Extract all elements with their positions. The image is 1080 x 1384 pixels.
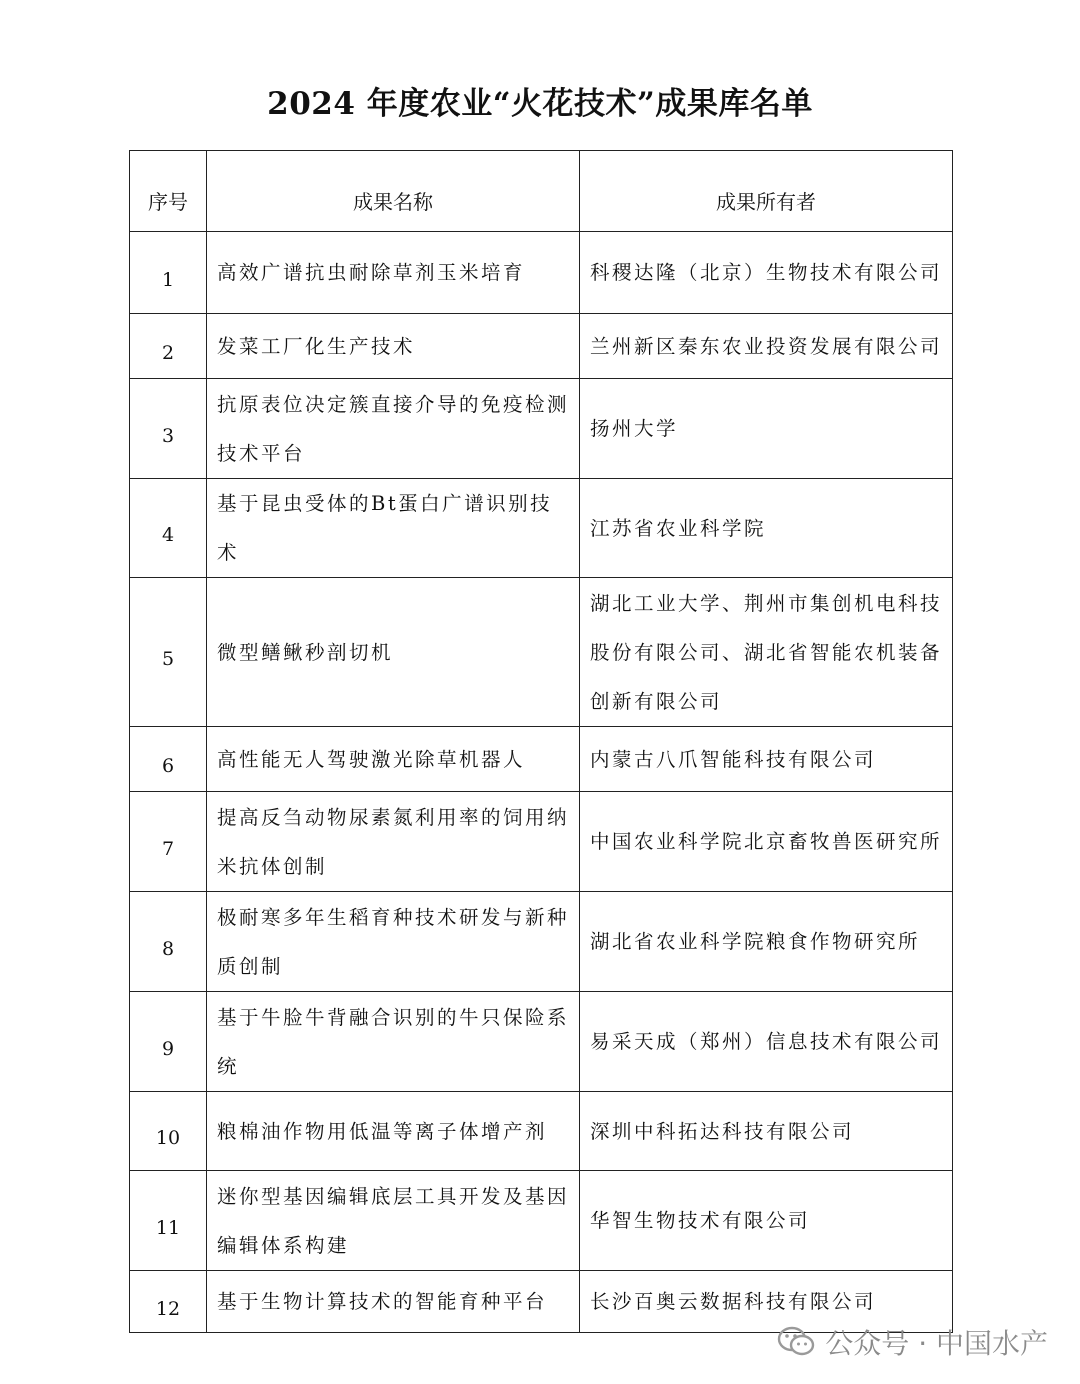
- row-owner: 科稷达隆（北京）生物技术有限公司: [580, 232, 953, 314]
- row-owner: 江苏省农业科学院: [580, 479, 953, 578]
- row-name: 基于昆虫受体的Bt蛋白广谱识别技术: [207, 479, 580, 578]
- row-name: 抗原表位决定簇直接介导的免疫检测技术平台: [207, 379, 580, 479]
- row-no: 3: [130, 379, 207, 479]
- table-row: [130, 232, 953, 314]
- row-no: 8: [130, 892, 207, 992]
- row-no: 12: [130, 1271, 207, 1333]
- row-owner: 湖北省农业科学院粮食作物研究所: [580, 892, 953, 992]
- table-row: [130, 892, 953, 992]
- row-no: 7: [130, 792, 207, 892]
- row-name: 高效广谱抗虫耐除草剂玉米培育: [207, 232, 580, 314]
- table-row: [130, 379, 953, 479]
- row-no: 9: [130, 992, 207, 1092]
- header-name: 成果名称: [207, 151, 580, 232]
- row-owner: 兰州新区秦东农业投资发展有限公司: [580, 314, 953, 379]
- row-owner: 扬州大学: [580, 379, 953, 479]
- page-title: 2024 年度农业“火花技术”成果库名单: [267, 86, 813, 122]
- row-no: 6: [130, 727, 207, 792]
- row-owner: 深圳中科拓达科技有限公司: [580, 1092, 953, 1171]
- row-no: 1: [130, 232, 207, 314]
- wechat-icon: [777, 1326, 815, 1358]
- row-name: 高性能无人驾驶激光除草机器人: [207, 727, 580, 792]
- table-row: [130, 578, 953, 727]
- row-name: 发菜工厂化生产技术: [207, 314, 580, 379]
- row-name: 迷你型基因编辑底层工具开发及基因编辑体系构建: [207, 1171, 580, 1271]
- table-row: [130, 992, 953, 1092]
- table-header-row: [130, 151, 953, 232]
- header-no: 序号: [130, 151, 207, 232]
- table-row: [130, 314, 953, 379]
- row-owner: 易采天成（郑州）信息技术有限公司: [580, 992, 953, 1092]
- row-no: 10: [130, 1092, 207, 1171]
- row-owner: 湖北工业大学、荆州市集创机电科技股份有限公司、湖北省智能农机装备创新有限公司: [580, 578, 953, 727]
- row-name: 粮棉油作物用低温等离子体增产剂: [207, 1092, 580, 1171]
- row-name: 极耐寒多年生稻育种技术研发与新种质创制: [207, 892, 580, 992]
- row-owner: 华智生物技术有限公司: [580, 1171, 953, 1271]
- wechat-watermark: [777, 1322, 1048, 1362]
- table-row: [130, 479, 953, 578]
- table-row: [130, 1171, 953, 1271]
- row-no: 5: [130, 578, 207, 727]
- table-row: [130, 727, 953, 792]
- row-owner: 中国农业科学院北京畜牧兽医研究所: [580, 792, 953, 892]
- row-name: 基于牛脸牛背融合识别的牛只保险系统: [207, 992, 580, 1092]
- row-no: 2: [130, 314, 207, 379]
- watermark-label: 公众号 · 中国水产: [825, 1327, 1048, 1360]
- row-name: 提高反刍动物尿素氮利用率的饲用纳米抗体创制: [207, 792, 580, 892]
- achievement-table: [129, 150, 953, 1333]
- row-no: 11: [130, 1171, 207, 1271]
- row-owner: 内蒙古八爪智能科技有限公司: [580, 727, 953, 792]
- row-no: 4: [130, 479, 207, 578]
- table-row: [130, 1092, 953, 1171]
- row-name: 微型鳝鳅秒剖切机: [207, 578, 580, 727]
- row-owner: 长沙百奥云数据科技有限公司: [580, 1271, 953, 1333]
- header-owner: 成果所有者: [580, 151, 953, 232]
- row-name: 基于生物计算技术的智能育种平台: [207, 1271, 580, 1333]
- table-row: [130, 792, 953, 892]
